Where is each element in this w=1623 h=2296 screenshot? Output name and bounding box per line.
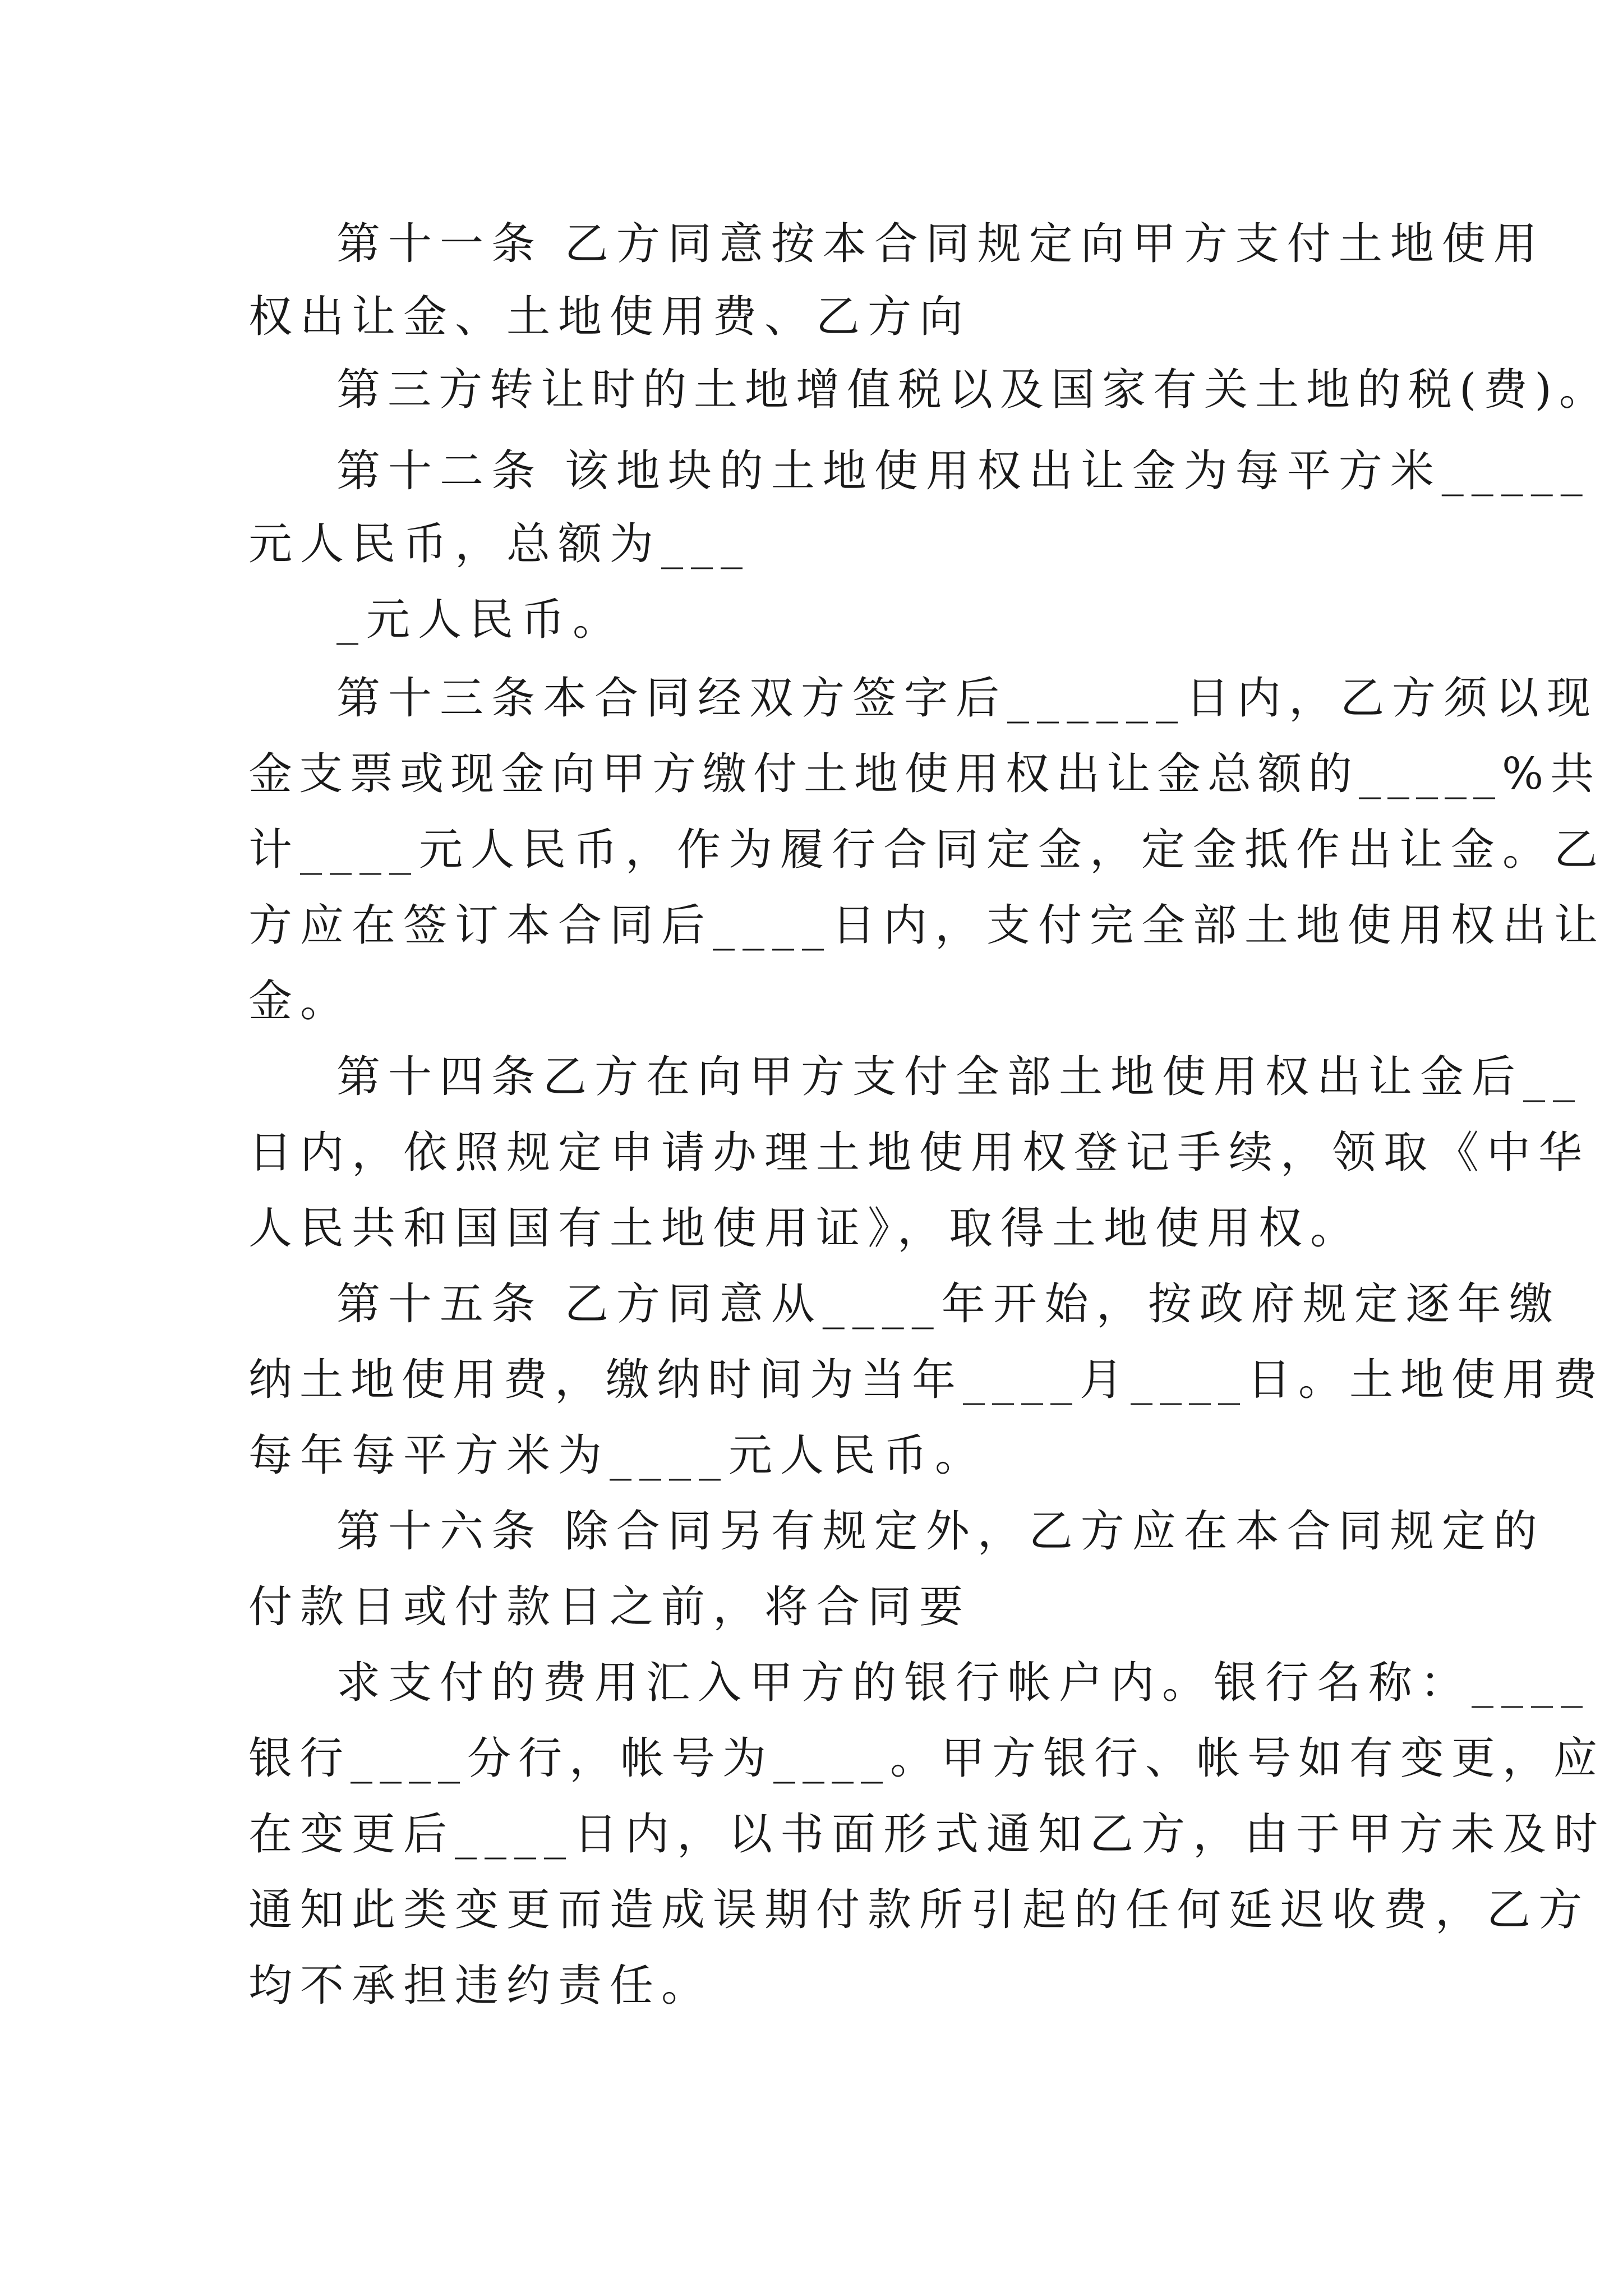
article-13-line-3: 计____元人民币，作为履行合同定金，定金抵作出让金。乙 (248, 825, 1606, 875)
article-11-line-1: 第十一条 乙方同意按本合同规定向甲方支付土地使用 (336, 219, 1545, 269)
article-11-line-2: 权出让金、土地使用费、乙方向 (248, 292, 971, 342)
article-12-line-3: _元人民币。 (336, 595, 625, 645)
article-16-line-1: 第十六条 除合同另有规定外，乙方应在本合同规定的 (336, 1506, 1545, 1557)
article-14-line-1: 第十四条乙方在向甲方支付全部土地使用权出让金后__ (336, 1052, 1583, 1102)
article-14-line-2: 日内，依照规定申请办理土地使用权登记手续，领取《中华 (248, 1128, 1590, 1178)
article-15-line-3: 每年每平方米为____元人民币。 (248, 1430, 987, 1481)
article-15-line-2: 纳土地使用费，缴纳时间为当年____月____日。土地使用费 (248, 1355, 1605, 1405)
article-16-line-2: 付款日或付款日之前，将合同要 (248, 1582, 971, 1632)
article-16-line-7: 均不承担违约责任。 (248, 1961, 713, 2011)
article-13-line-2: 金支票或现金向甲方缴付土地使用权出让金总额的_____%共 (248, 749, 1601, 799)
article-13-line-5: 金。 (248, 976, 352, 1027)
article-14-line-3: 人民共和国国有土地使用证》，取得土地使用权。 (248, 1203, 1362, 1254)
article-12-line-2: 元人民币，总额为___ (248, 519, 751, 569)
article-13-line-1: 第十三条本合同经双方签字后______日内，乙方须以现 (336, 673, 1599, 724)
article-15-line-1: 第十五条 乙方同意从____年开始，按政府规定逐年缴 (336, 1279, 1561, 1329)
article-11-line-3: 第三方转让时的土地增值税以及国家有关土地的税(费)。 (336, 365, 1610, 415)
article-12-line-1: 第十二条 该地块的土地使用权出让金为每平方米_____ (336, 446, 1590, 496)
article-16-line-4: 银行____分行，帐号为____。甲方银行、帐号如有变更，应 (248, 1733, 1605, 1784)
article-16-line-6: 通知此类变更而造成误期付款所引起的任何延迟收费，乙方 (248, 1885, 1590, 1935)
article-13-line-4: 方应在签订本合同后____日内，支付完全部土地使用权出让 (248, 900, 1606, 951)
article-16-line-3: 求支付的费用汇入甲方的银行帐户内。银行名称：____ (336, 1658, 1591, 1708)
article-16-line-5: 在变更后____日内，以书面形式通知乙方，由于甲方未及时 (248, 1809, 1606, 1860)
